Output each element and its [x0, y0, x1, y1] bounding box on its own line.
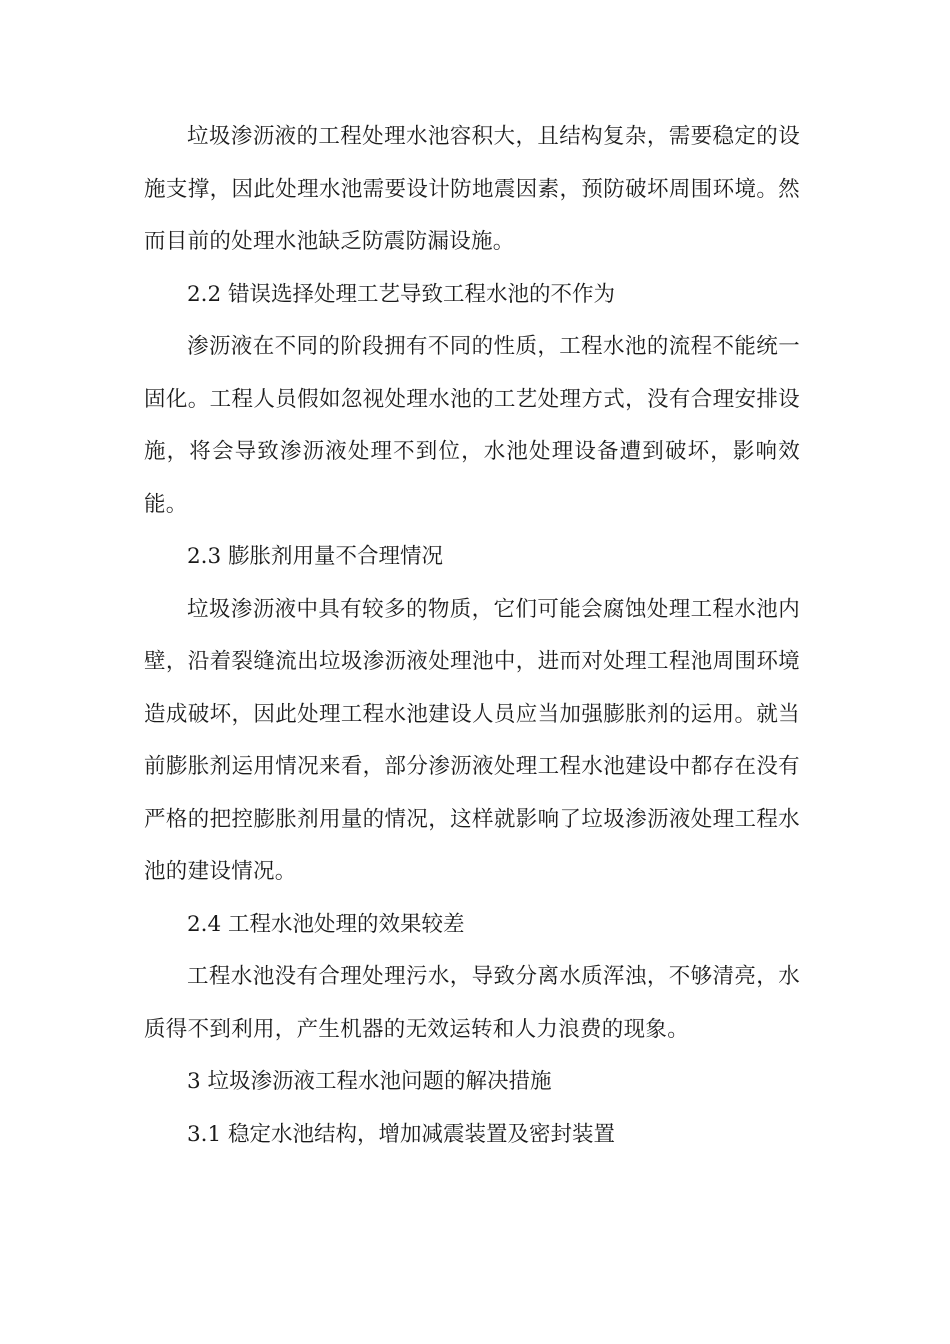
document-body: [144, 111, 800, 1161]
paragraph-process-selection: 渗沥液在不同的阶段拥有不同的性质，工程水池的流程不能统一固化。工程人员假如忽视处理水池的工艺处理方式，没有合理安排设施，将会导致渗沥液处理不到位，水池处理设备遭到破坏，影响效能。: [144, 334, 800, 517]
heading-3-1: 3.1 稳定水池结构，增加减震装置及密封装置: [187, 1121, 616, 1147]
paragraph-treatment-effect: 工程水池没有合理处理污水，导致分离水质浑浊，不够清亮，水质得不到利用，产生机器的无效运转和人力浪费的现象。: [144, 964, 800, 1042]
paragraph-seismic-facilities: 垃圾渗沥液的工程处理水池容积大，且结构复杂，需要稳定的设施支撑，因此处理水池需要设计防地震因素，预防破坏周围环境。然而目前的处理水池缺乏防震防漏设施。: [144, 124, 800, 254]
heading-2-4: 2.4 工程水池处理的效果较差: [187, 911, 465, 937]
heading-2-3: 2.3 膨胀剂用量不合理情况: [187, 544, 444, 569]
paragraph-expansion-agent: 垃圾渗沥液中具有较多的物质，它们可能会腐蚀处理工程水池内壁，沿着裂缝流出垃圾渗沥液处理池中，进而对处理工程池周围环境造成破坏，因此处理工程水池建设人员应当加强膨胀剂的运用。就当前膨胀剂运用情况来看，部分渗沥液处理工程水池建设中都存在没有严格的把控膨胀剂用量的情况，这样就影响了垃圾渗沥液处理工程水池的建设情况。: [144, 596, 800, 884]
heading-3: 3 垃圾渗沥液工程水池问题的解决措施: [187, 1069, 552, 1094]
heading-2-2: 2.2 错误选择处理工艺导致工程水池的不作为: [187, 281, 616, 307]
